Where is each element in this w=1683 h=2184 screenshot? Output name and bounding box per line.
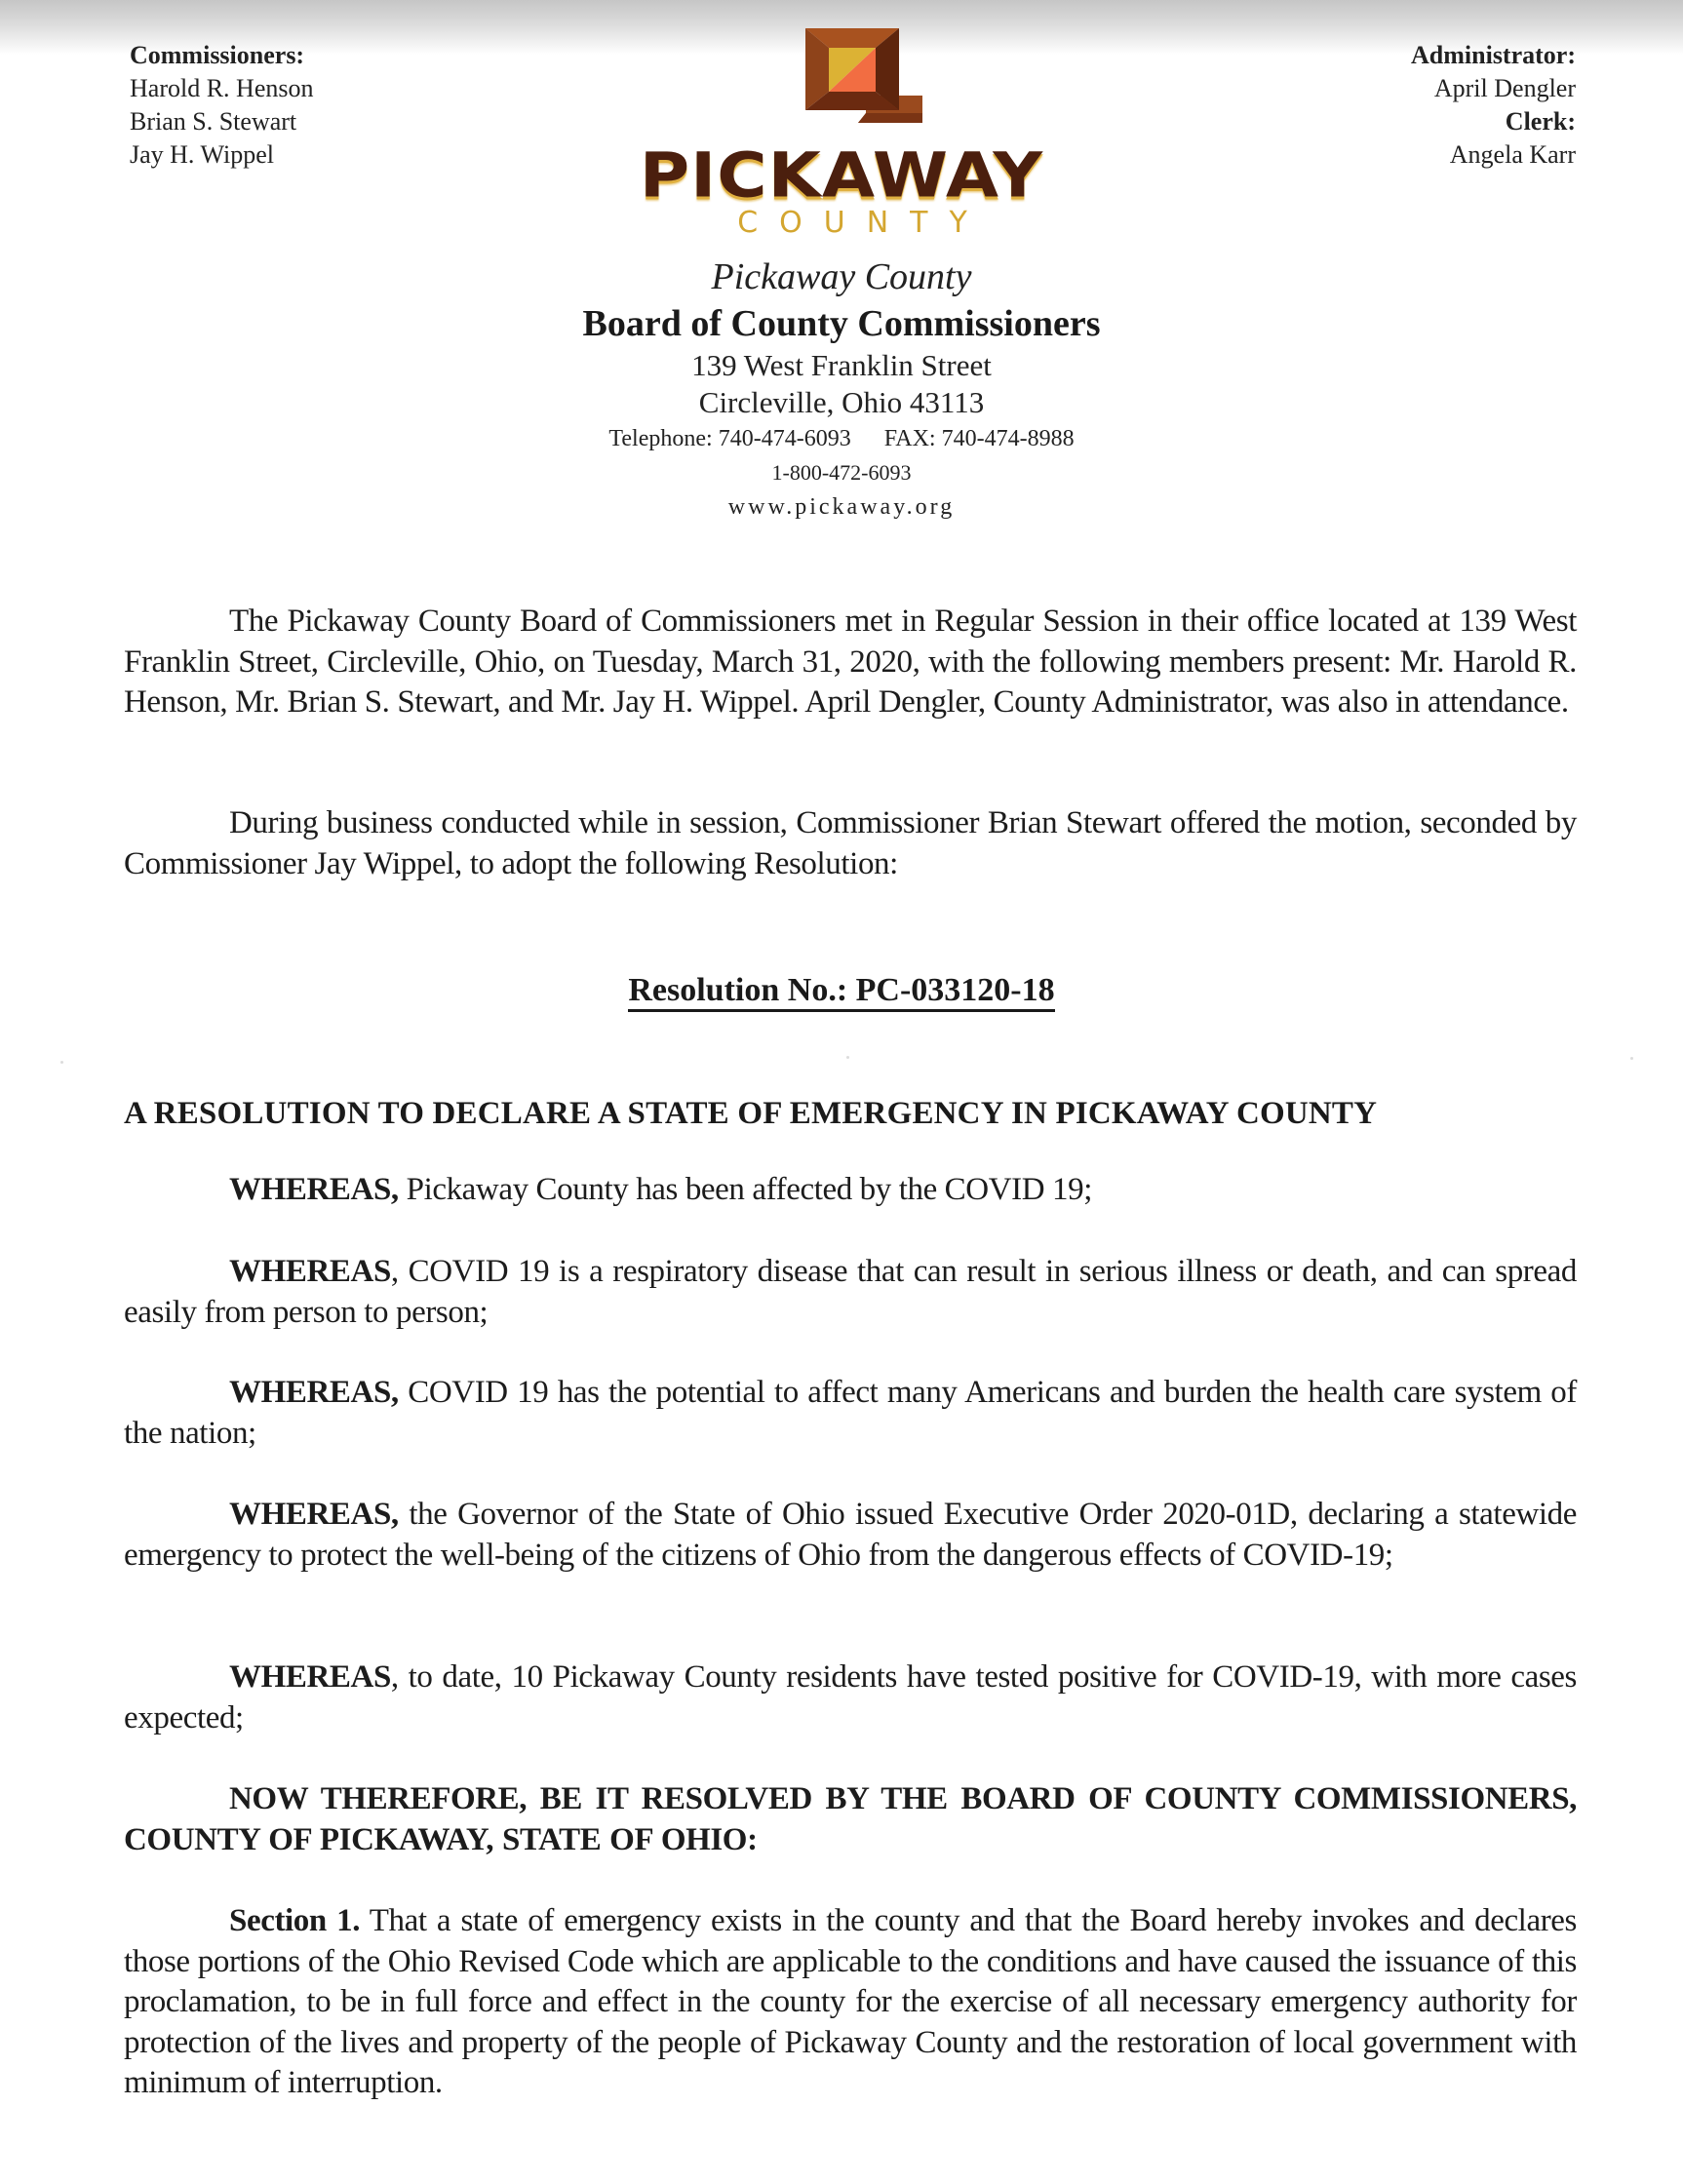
motion-text: During business conducted while in session, Commissioner Brian Stewart offered the motion, seconded by Commissioner Jay Wippel, to adopt the following Resolution:: [124, 805, 1577, 881]
whereas-lead: WHEREAS: [229, 1659, 391, 1695]
whereas-text: the Governor of the State of Ohio issued Executive Order 2020-01D, declaring a statewide emergency to protect the well-being of the citizens of Ohio from the dangerous effects of COVID-19;: [124, 1497, 1577, 1573]
clerk-label: Clerk:: [1505, 107, 1576, 136]
administrator-name: April Dengler: [1433, 74, 1576, 102]
whereas-text: Pickaway County has been affected by the COVID 19;: [398, 1172, 1092, 1207]
scan-speck: [1630, 1057, 1633, 1060]
telephone-number: 740-474-6093: [718, 426, 851, 451]
administrator-label: Administrator:: [1411, 41, 1576, 69]
commissioner-name: Brian S. Stewart: [130, 107, 297, 136]
board-name: Board of County Commissioners: [582, 303, 1101, 344]
whereas-text: , to date, 10 Pickaway County residents have tested positive for COVID-19, with more cases expected;: [124, 1659, 1577, 1736]
intro-text: The Pickaway County Board of Commissioners met in Regular Session in their office located at 139 West Franklin Street, Circleville, Ohio, on Tuesday, March 31, 2020, with the following members present: Mr. Harold R. Henson, Mr. Brian S. Stewart, and Mr. Jay H. Wippel. April Dengler, County Administrator, was also in attendance.: [124, 604, 1577, 720]
county-logo-icon: [803, 27, 924, 125]
whereas-lead: WHEREAS,: [229, 1497, 399, 1532]
commissioner-name: Jay H. Wippel: [130, 140, 274, 169]
resolved-clause: [124, 1779, 1577, 1860]
toll-free-number: 1-800-472-6093: [771, 460, 912, 485]
whereas-lead: WHEREAS,: [229, 1375, 399, 1410]
resolution-title: A RESOLUTION TO DECLARE A STATE OF EMERGENCY IN PICKAWAY COUNTY: [124, 1096, 1378, 1131]
whereas-lead: WHEREAS: [229, 1254, 391, 1289]
section-1-paragraph: [124, 1901, 1577, 2104]
commissioner-name: Harold R. Henson: [130, 74, 314, 102]
commissioners-label: Commissioners:: [130, 41, 305, 69]
whereas-paragraph: [124, 1373, 1577, 1454]
whereas-paragraph: [124, 1170, 1577, 1211]
whereas-text: COVID 19 has the potential to affect many Americans and burden the health care system of the nation;: [124, 1375, 1577, 1451]
street-address: 139 West Franklin Street: [691, 348, 992, 382]
whereas-paragraph: [124, 1658, 1577, 1738]
logo-wordmark: PICKAWAY: [639, 139, 1044, 212]
whereas-paragraph: [124, 1495, 1577, 1576]
resolution-number-text: Resolution No.: PC-033120-18: [628, 972, 1054, 1012]
whereas-lead: WHEREAS,: [229, 1172, 399, 1207]
logo-subtitle: COUNTY: [737, 206, 989, 240]
website-link[interactable]: www.pickaway.org: [727, 494, 956, 520]
county-name: Pickaway County: [711, 256, 972, 297]
contact-line: [0, 424, 1683, 453]
section-1-text: That a state of emergency exists in the county and that the Board hereby invokes and declares those portions of the Ohio Revised Code which are applicable to the conditions and have caused the issuance of this proclamation, to be in full force and effect in the county for the exercise of all necessary emergency authority for protection of the lives and property of the people of Pickaway County and the restoration of local government with minimum of interruption.: [124, 1903, 1577, 2100]
resolution-number: [0, 971, 1683, 1010]
clerk-name: Angela Karr: [1449, 140, 1576, 169]
motion-paragraph: [124, 803, 1577, 884]
scan-speck: [846, 1056, 849, 1059]
fax-number: 740-474-8988: [941, 426, 1075, 451]
intro-paragraph: [124, 602, 1577, 723]
whereas-text: , COVID 19 is a respiratory disease that can result in serious illness or death, and can spread easily from person to person;: [124, 1254, 1577, 1330]
resolved-text: NOW THEREFORE, BE IT RESOLVED BY THE BOARD OF COUNTY COMMISSIONERS, COUNTY OF PICKAWAY, STATE OF OHIO:: [124, 1781, 1577, 1857]
city-address: Circleville, Ohio 43113: [698, 385, 985, 419]
fax-label: FAX:: [883, 426, 936, 451]
scan-speck: [60, 1061, 63, 1064]
whereas-paragraph: [124, 1252, 1577, 1333]
telephone-label: Telephone:: [608, 426, 713, 451]
section-1-lead: Section 1.: [229, 1903, 361, 1938]
